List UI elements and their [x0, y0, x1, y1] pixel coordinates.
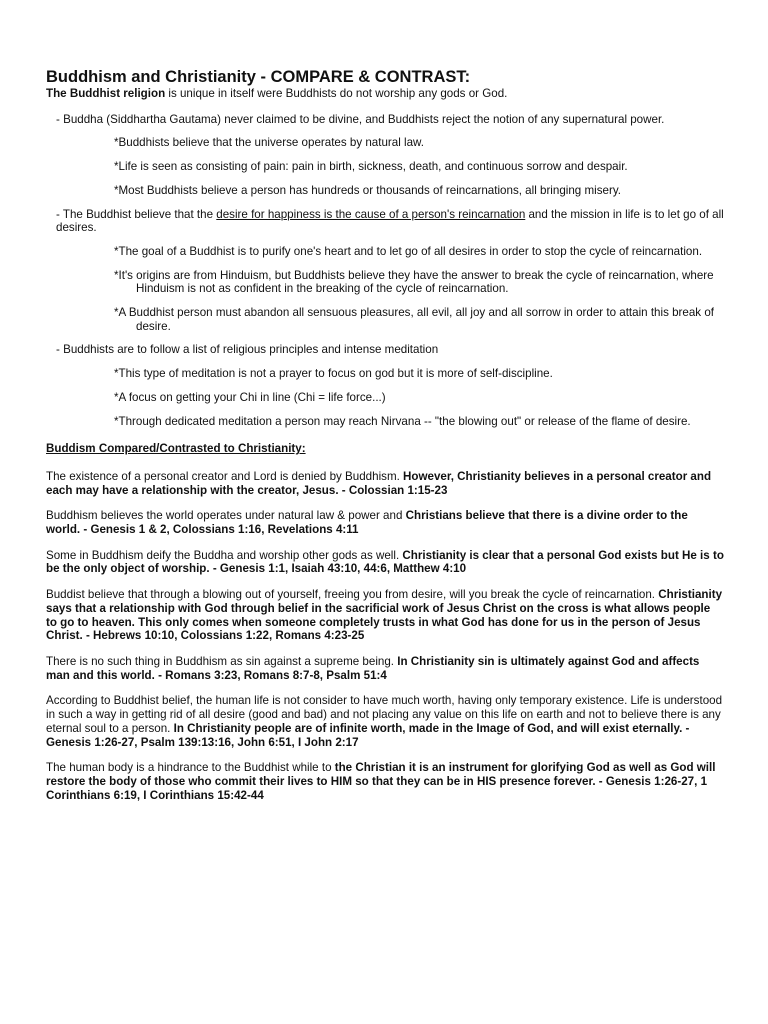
comparison-bold: In Christianity sin is ultimately against God and affects man and this world. - Romans 3:23, Romans 8:7-8, Psalm 51:4: [46, 654, 700, 682]
bullet-self-discipline: *This type of meditation is not a prayer to focus on god but it is more of self-discipline.: [114, 367, 553, 381]
comparison-paragraph: [46, 588, 724, 643]
intro-paragraph: [46, 87, 724, 101]
comparison-bold: Christians believe that there is a divine order to the world. - Genesis 1 & 2, Colossians 1:16, Revelations 4:11: [46, 509, 688, 537]
bullet-reincarnations: *Most Buddhists believe a person has hundreds or thousands of reincarnations, all bringing misery.: [114, 183, 621, 197]
comparison-plain: There is no such thing in Buddhism as sin against a supreme being.: [46, 654, 398, 668]
point-meditation: - Buddhists are to follow a list of religious principles and intense meditation: [56, 343, 439, 357]
document-page: [46, 68, 724, 814]
comparison-paragraph: [46, 549, 724, 576]
document-title: Buddhism and Christianity - COMPARE & CONTRAST:: [46, 68, 471, 86]
comparison-plain: Buddhism believes the world operates under natural law & power and: [46, 509, 406, 523]
point-buddha-divinity: - Buddha (Siddhartha Gautama) never claimed to be divine, and Buddhists reject the notion of any supernatural power.: [56, 112, 665, 126]
bullet-goal: *The goal of a Buddhist is to purify one's heart and to let go of all desires in order to stop the cycle of reincarnation.: [114, 244, 703, 258]
comparison-bold: In Christianity people are of infinite worth, made in the Image of God, and will exist eternally. - Genesis 1:26-27, Psalm 139:13:16, John 6:51, I John 2:17: [46, 721, 690, 749]
comparison-bold: Christianity is clear that a personal God exists but He is to be the only object of worship. - Genesis 1:1, Isaiah 43:10, 44:6, Matthew 4:10: [46, 548, 724, 576]
comparison-plain: Buddist believe that through a blowing out of yourself, freeing you from desire, will you break the cycle of reincarnation.: [46, 588, 659, 602]
point-desire-underlined: desire for happiness is the cause of a person's reincarnation: [216, 207, 526, 221]
comparison-bold: Christianity says that a relationship with God through belief in the sacrificial work of Jesus Christ on the cross is what allows people to go to heaven. This only comes when someone completely trusts in what God has done for us in the person of Jesus Christ. - Hebrews 10:10, Colossians 1:22, Romans 4:23-25: [46, 588, 723, 643]
bullet-natural-law: *Buddhists believe that the universe operates by natural law.: [114, 136, 425, 150]
comparison-paragraph: [46, 509, 724, 536]
intro-bold: The Buddhist religion: [46, 87, 166, 100]
intro-text: is unique in itself were Buddhists do not worship any gods or God.: [165, 87, 508, 100]
comparison-plain: Some in Buddhism deify the Buddha and worship other gods as well.: [46, 548, 403, 562]
comparison-plain: The existence of a personal creator and Lord is denied by Buddhism.: [46, 469, 404, 483]
point-desire-pre: - The Buddhist believe that the: [56, 207, 217, 221]
bullet-origins: *It's origins are from Hinduism, but Buddhists believe they have the answer to break the cycle of reincarnation, where Hinduism is not as confident in the breaking of the cycle of reincarnation.: [114, 268, 714, 296]
point-desire: [56, 208, 724, 235]
comparison-plain: According to Buddhist belief, the human life is not consider to have much worth, having only temporary existence. Life is understood in such a way in getting rid of all desire (good and bad) and not placing any value on this life on earth and not to believe there is any eternal soul to a person.: [46, 694, 723, 735]
comparison-bold: However, Christianity believes in a personal creator and each may have a relationship with the creator, Jesus. - Colossian 1:15-23: [46, 469, 712, 497]
comparison-paragraph: [46, 470, 724, 497]
bullet-abandon: *A Buddhist person must abandon all sensuous pleasures, all evil, all joy and all sorrow in order to attain this break of desire.: [114, 306, 714, 333]
comparison-plain: The human body is a hindrance to the Buddhist while to: [46, 761, 335, 775]
comparison-paragraph: [46, 694, 724, 749]
comparison-paragraph: [46, 655, 724, 682]
comparison-paragraph: [46, 761, 724, 802]
bullet-pain: *Life is seen as consisting of pain: pain in birth, sickness, death, and continuous sorrow and despair.: [114, 160, 628, 174]
comparison-bold: the Christian it is an instrument for glorifying God as well as God will restore the body of those who commit their lives to HIM so that they can be in HIS presence forever. - Genesis 1:26-27, 1 Corinthians 6:19, I Corinthians 15:42-44: [46, 761, 716, 802]
section-heading: Buddism Compared/Contrasted to Christianity:: [46, 442, 306, 456]
point-desire-post: and the mission in life is to let go of all desires.: [56, 207, 724, 235]
bullet-nirvana: *Through dedicated meditation a person may reach Nirvana -- "the blowing out" or release of the flame of desire.: [114, 414, 691, 428]
bullet-chi: *A focus on getting your Chi in line (Chi = life force...): [114, 390, 386, 404]
